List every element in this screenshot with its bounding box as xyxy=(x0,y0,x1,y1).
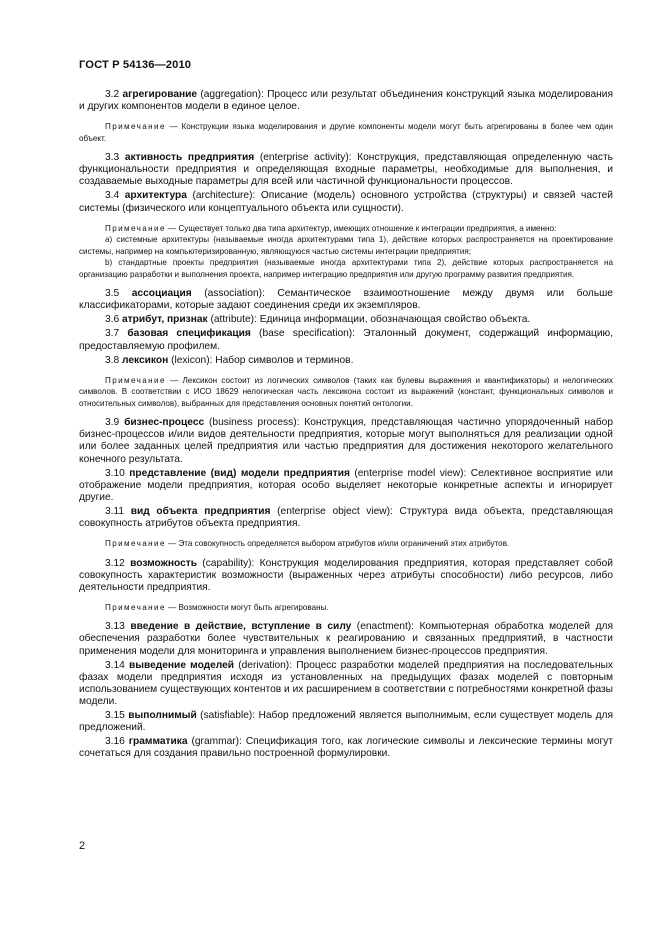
document-header: ГОСТ Р 54136—2010 xyxy=(79,59,192,71)
note-dash: — xyxy=(165,122,182,132)
term: выведение моделей xyxy=(129,659,235,671)
entry-number: 3.16 xyxy=(105,736,125,748)
term: базовая спецификация xyxy=(127,328,251,340)
note-text: Возможности могут быть агрегированы. xyxy=(178,602,329,612)
entry-number: 3.3 xyxy=(105,152,120,164)
entry-number: 3.9 xyxy=(105,417,120,429)
definition-text: (satisfiable): Набор предложений является выполнимым, если существует модель для предложений. xyxy=(79,710,613,734)
definition-3-7 xyxy=(79,328,613,352)
definition-text: (association): Семантическое взаимоотношение между двумя или больше классификаторами, которые задают соединения среди их экземпляров. xyxy=(79,288,613,312)
note-dash: — xyxy=(165,223,179,233)
definition-3-8 xyxy=(79,355,613,367)
definition-3-12 xyxy=(79,558,613,594)
note-dash: — xyxy=(165,375,183,385)
term: активность предприятия xyxy=(124,152,255,164)
definition-3-3 xyxy=(79,152,613,188)
term: архитектура xyxy=(124,190,187,202)
term: вид объекта предприятия xyxy=(130,505,271,517)
definition-text: (lexicon): Набор символов и терминов. xyxy=(168,354,354,366)
note-text: Эта совокупность определяется выбором атрибутов и/или ограничений этих атрибутов. xyxy=(178,539,510,549)
definition-3-11 xyxy=(79,506,613,530)
definition-3-10 xyxy=(79,468,613,504)
note-3-8 xyxy=(79,375,613,410)
entry-number: 3.6 xyxy=(105,314,120,326)
term: атрибут, признак xyxy=(122,314,208,326)
entry-number: 3.8 xyxy=(105,354,120,366)
definition-3-9 xyxy=(79,417,613,465)
note-label: Примечание xyxy=(105,602,166,612)
entry-number: 3.15 xyxy=(105,710,125,721)
term: агрегирование xyxy=(122,89,198,100)
term: введение в действие, вступление в силу xyxy=(130,621,352,633)
definition-text: (grammar): Спецификация того, как логические символы и лексические термины могут сочетаться для создания правильно построенной формулировки. xyxy=(79,736,613,760)
entry-number: 3.2 xyxy=(105,89,120,100)
note-dash: — xyxy=(165,539,179,549)
note-3-4-item-a: а) системные архитектуры (называемые иногда архитектурами типа 1), действие которых распространяется на проектирование системы, например на компьютеризированную, являющуюся частью системы интеграции предприятия; xyxy=(79,235,613,256)
note-label: Примечание xyxy=(105,375,166,385)
note-label: Примечание xyxy=(105,122,166,132)
definition-text: (enterprise object view): Структура вида объекта, представляющая совокупность атрибутов объекта предприятия. xyxy=(79,505,613,529)
definition-text: (architecture): Описание (модель) основного устройства (структуры) и связей частей системы (физического или концептуального объекта или сущности). xyxy=(79,190,613,214)
definition-text: (business process): Конструкция, представляющая частично упорядоченный набор бизнес-процессов и/или видов деятельности предприятия, которые могут выполняться для реализации одной или более заданных целей предприятия или частью предприятия для достижения некоторого желательного конечного результата. xyxy=(79,417,613,465)
note-3-12 xyxy=(79,602,613,614)
entry-number: 3.12 xyxy=(105,557,125,569)
definition-3-16 xyxy=(79,736,613,760)
note-3-11 xyxy=(79,538,613,550)
entry-number: 3.7 xyxy=(105,328,120,340)
document-body xyxy=(79,89,613,762)
term: возможность xyxy=(130,557,198,569)
definition-text: (enterprise activity): Конструкция, представляющая определенную часть функциональности предприятия и определяющая входные параметры, необходимые для выполнения, и создаваемые выходные параметры для всей или частичной функциональности процессов. xyxy=(79,152,613,188)
definition-3-13 xyxy=(79,621,613,657)
note-label: Примечание xyxy=(105,539,166,549)
note-text: Существует только два типа архитектур, имеющих отношение к интеграции предприятия, а именно: xyxy=(178,223,557,233)
note-dash: — xyxy=(165,602,179,612)
note-label: Примечание xyxy=(105,223,166,233)
definition-text: (derivation): Процесс разработки моделей предприятия на последовательных фазах модели предприятия исходя из установленных на предыдущих фазах моделей с повторным использованием существующих контентов и их расширением в соответствии с потребностями конкретной фазы модели. xyxy=(79,659,613,707)
term: бизнес-процесс xyxy=(124,417,205,429)
note-3-2 xyxy=(79,121,613,144)
entry-number: 3.13 xyxy=(105,621,125,633)
term: грамматика xyxy=(128,736,188,748)
entry-number: 3.4 xyxy=(105,190,120,202)
definition-text: (enterprise model view): Селективное восприятие или отображение модели предприятия, которая особо выделяет некоторые конкретные аспекты и игнорирует другие. xyxy=(79,467,613,503)
note-text: Конструкции языка моделирования и другие компоненты модели могут быть агрегированы в более чем один объект. xyxy=(79,122,613,143)
term: ассоциация xyxy=(131,288,192,300)
term: выполнимый xyxy=(128,710,197,721)
entry-number: 3.5 xyxy=(105,288,120,300)
entry-number: 3.14 xyxy=(105,659,125,671)
page-number: 2 xyxy=(79,840,86,852)
note-3-4-item-b: b) стандартные проекты предприятия (называемые иногда архитектурами типа 2), действие которых распространяется на организацию разработки и выполнения проекта, например интеграцию предприятия или другую программу развития предприятия. xyxy=(79,258,613,279)
definition-3-6 xyxy=(79,314,613,326)
entry-number: 3.11 xyxy=(105,505,125,517)
term: лексикон xyxy=(122,354,169,366)
note-text: Лексикон состоит из логических символов (таких как булевы выражения и квантификаторы) и нелогических символов. В соответствии с ИСО 18629 нелогическая часть лексикона состоит из выражений (констант, функциональных символов и относительных символов), выбранных для представления основных понятий онтологии. xyxy=(79,375,614,408)
definition-3-2 xyxy=(79,89,613,113)
definition-text: (capability): Конструкция моделирования предприятия, которая представляет собой совокупность характеристик возможности (выраженных через атрибуты способности) либо ресурсов, либо деятельности предприятия. xyxy=(79,557,613,593)
note-3-4 xyxy=(79,223,613,235)
definition-text: (aggregation): Процесс или результат объединения конструкций языка моделирования и других компонентов модели в единое целое. xyxy=(79,89,613,113)
entry-number: 3.10 xyxy=(105,467,125,479)
definition-3-4 xyxy=(79,190,613,214)
definition-3-5 xyxy=(79,288,613,312)
definition-text: (base specification): Эталонный документ, содержащий информацию, предоставляемую профилем. xyxy=(79,328,614,352)
definition-text: (attribute): Единица информации, обозначающая свойство объекта. xyxy=(207,314,531,326)
definition-3-15 xyxy=(79,710,613,734)
definition-3-14 xyxy=(79,660,613,708)
term: представление (вид) модели предприятия xyxy=(129,467,350,479)
definition-text: (enactment): Компьютерная обработка моделей для обеспечения разработки более чувствительных к реагированию и связанных предприятий, в частности применения модели для мониторинга и управления выполнением бизнес-процессов предприятия. xyxy=(79,621,613,657)
